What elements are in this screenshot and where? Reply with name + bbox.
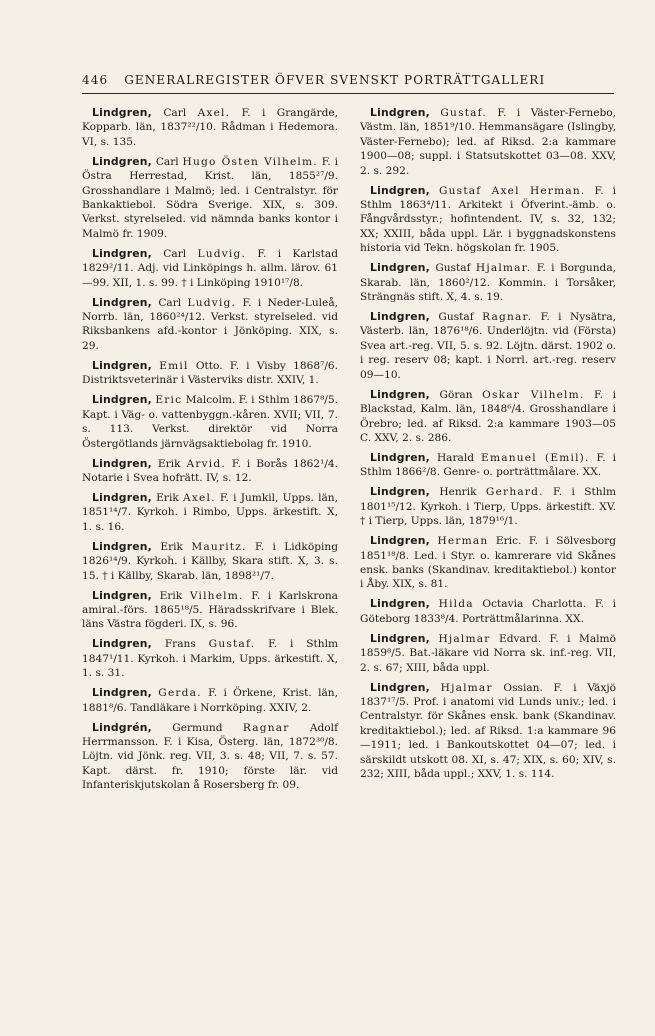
register-entry: Lindgren, Carl Ludvig. F. i Neder-Luleå, Norrb. län, 1860²⁴/12. Verkst. styrelseled. vid Riksbankens afd.-kontor i Jönköping. XIX, s. 29. bbox=[82, 295, 338, 352]
page-number: 446 bbox=[82, 73, 109, 87]
register-entry: Lindgren, Carl Hugo Östen Vilhelm. F. i Östra Herrestad, Krist. län, 1855²⁷/9. Grosshandlare i Malmö; led. i Centralstyr. för Bankaktiebol. Södra Sverige. XIX, s. 309. Verkst. styrelseled. vid nämnda banks kontor i Malmö fr. 1909. bbox=[82, 154, 338, 240]
register-entry: Lindgrén, Germund Ragnar Adolf Herrmansson. F. i Kisa, Österg. län, 1872³⁰/8. Löjtn. vid Jönk. reg. VII, 3. s. 48; VII, 7. s. 57. Kapt. därst. fr. 1910; förste lär. vid Infanteriskjutskolan å Rosersberg fr. 09. bbox=[82, 720, 338, 792]
register-entry: Lindgren, Hjalmar Ossian. F. i Växjö 1837¹⁷/5. Prof. i anatomi vid Lunds univ.; led. i Centralstyr. för Skånes ensk. bank (Skandinav. kreditaktiebol.); led. af Riksd. 1:a kammare 96—1911; led. i Bankoutskottet 04—07; led. i särskildt utskott 08. XI, s. 47; XIX, s. 60; XIV, s. 232; XIII, båda uppl.; XXV, 1. s. 114. bbox=[360, 680, 616, 780]
register-entry: Lindgren, Gerda. F. i Örkene, Krist. län, 1881⁸/6. Tandläkare i Norrköping. XXIV, 2. bbox=[82, 686, 338, 714]
register-entry: Lindgren, Erik Mauritz. F. i Lidköping 1826¹⁴/9. Kyrkoh. i Källby, Skara stift. X, 3. s. 15. † i Källby, Skarab. län, 1898²¹/7. bbox=[82, 539, 338, 582]
register-entry: Lindgren, Henrik Gerhard. F. i Sthlm 1801¹⁵/12. Kyrkoh. i Tierp, Upps. ärkestift. XV. † i Tierp, Upps. län, 1879¹⁶/1. bbox=[360, 485, 617, 528]
register-entry: Lindgren, Erik Axel. F. i Jumkil, Upps. län, 1851¹⁴/7. Kyrkoh. i Rimbo, Upps. ärkestift. X, 1. s. 16. bbox=[82, 490, 338, 533]
register-entry: Lindgren, Gustaf Hjalmar. F. i Borgunda, Skarab. län, 1860²/12. Kommin. i Torsåker, Strängnäs stift. X, 4. s. 19. bbox=[360, 261, 617, 304]
register-entry: Lindgren, Carl Axel. F. i Grangärde, Kopparb. län, 1837²²/10. Rådman i Hedemora. VI, s. 135. bbox=[82, 106, 338, 148]
register-entry: Lindgren, Harald Emanuel (Emil). F. i Sthlm 1866²/8. Genre- o. porträttmålare. XX. bbox=[360, 450, 616, 479]
register-entry: Lindgren, Carl Ludvig. F. i Karlstad 1829²/11. Adj. vid Linköpings h. allm. lärov. 61—99. XII, 1. s. 99. † i Linköping 1910¹⁷/8. bbox=[82, 246, 338, 289]
register-entry: Lindgren, Hilda Octavia Charlotta. F. i Göteborg 1833⁸/4. Porträttmålarinna. XX. bbox=[360, 597, 616, 625]
right-column bbox=[360, 106, 616, 787]
register-entry: Lindgren, Göran Oskar Vilhelm. F. i Blackstad, Kalm. län, 1848⁶/4. Grosshandlare i Örebro; led. af Riksd. 2:a kammare 1903—05 C. XXV, 2. s. 286. bbox=[360, 387, 616, 444]
register-entry: Lindgren, Erik Vilhelm. F. i Karlskrona amiral.-förs. 1865¹⁸/5. Häradsskrifvare i Blek. läns Västra fögderi. IX, s. 96. bbox=[82, 588, 338, 631]
page-header bbox=[82, 73, 614, 87]
register-entry: Lindgren, Eric Malcolm. F. i Sthlm 1867⁸/5. Kapt. i Väg- o. vattenbyggn.-kåren. XVII; VII, 7. s. 113. Verkst. direktör vid Norra Östergötlands järnvägsaktiebolag fr. 1910. bbox=[82, 393, 338, 450]
register-entry: Lindgren, Emil Otto. F. i Visby 1868⁷/6. Distriktsveterinär i Västerviks distr. XXIV, 1. bbox=[82, 358, 339, 387]
header-rule bbox=[82, 93, 614, 94]
register-entry: Lindgren, Hjalmar Edvard. F. i Malmö 1859⁸/5. Bat.-läkare vid Norra sk. inf.-reg. VII, 2. s. 67; XIII, båda uppl. bbox=[360, 631, 616, 674]
register-entry: Lindgren, Gustaf Axel Herman. F. i Sthlm 1863⁴/11. Arkitekt i Öfverint.-ämb. o. Fångvårdsstyr.; hofintendent. IV, s. 32, 132; XX; XXIII, båda uppl. Lär. i byggnadskonstens historia vid Tekn. högskolan fr. 1905. bbox=[360, 183, 616, 255]
register-entry: Lindgren, Erik Arvid. F. i Borås 1862¹/4. Notarie i Svea hofrätt. IV, s. 12. bbox=[82, 456, 339, 484]
left-column bbox=[82, 106, 338, 798]
register-entry: Lindgren, Gustaf Ragnar. F. i Nysätra, Västerb. län, 1876¹⁸/6. Underlöjtn. vid (Första) Svea art.-reg. VII, 5. s. 92. Löjtn. därst. 1902 o. i reg. reserv 08; kapt. i Norrl. art.-reg. reserv 09—10. bbox=[360, 310, 617, 381]
running-title: GENERALREGISTER ÖFVER SVENSKT PORTRÄTTGALLERI bbox=[124, 73, 546, 87]
register-entry: Lindgren, Herman Eric. F. i Sölvesborg 1851¹⁸/8. Led. i Styr. o. kamrerare vid Skånes ensk. banks (Skandinav. kreditaktiebol.) kontor i Åby. XIX, s. 81. bbox=[360, 534, 616, 591]
register-entry: Lindgren, Gustaf. F. i Väster-Fernebo, Västm. län, 1851⁹/10. Hemmansägare (Islingby, Väster-Fernebo); led. af Riksd. 2:a kammare 1900—08; suppl. i Statsutskottet 03—08. XXV, 2. s. 292. bbox=[360, 106, 617, 177]
register-entry: Lindgren, Frans Gustaf. F. i Sthlm 1847¹/11. Kyrkoh. i Markim, Upps. ärkestift. X, 1. s. 31. bbox=[82, 637, 339, 680]
